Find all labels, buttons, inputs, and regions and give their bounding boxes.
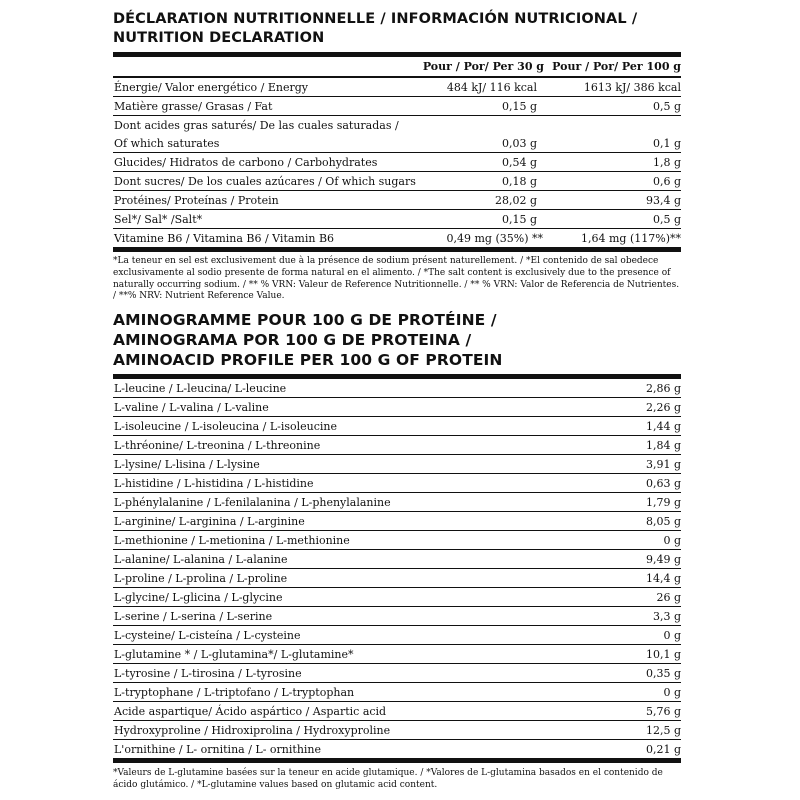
table-row	[113, 97, 681, 116]
row-value-100g	[549, 116, 681, 135]
column-header-per-100g: Pour / Por/ Per 100 g	[549, 57, 681, 77]
table-row	[113, 379, 681, 398]
table-row	[113, 436, 681, 455]
amino-value: 2,86 g	[583, 379, 681, 398]
amino-label: L-thréonine/ L-treonina / L-threonine	[113, 436, 583, 455]
nutrition-label	[113, 10, 681, 792]
row-value-30g: 0,18 g	[413, 172, 549, 191]
amino-table	[113, 379, 681, 763]
amino-value: 0 g	[583, 531, 681, 550]
amino-value: 14,4 g	[583, 569, 681, 588]
row-label: Dont sucres/ De los cuales azúcares / Of which sugars	[113, 172, 413, 191]
amino-value: 10,1 g	[583, 645, 681, 664]
amino-value: 0 g	[583, 683, 681, 702]
amino-value: 8,05 g	[583, 512, 681, 531]
amino-value: 0,21 g	[583, 740, 681, 761]
row-label: Matière grasse/ Grasas / Fat	[113, 97, 413, 116]
column-header-per-30g: Pour / Por/ Per 30 g	[413, 57, 549, 77]
table-row	[113, 191, 681, 210]
row-label: Sel*/ Sal* /Salt*	[113, 210, 413, 229]
amino-label: L-alanine/ L-alanina / L-alanine	[113, 550, 583, 569]
amino-label: L-leucine / L-leucina/ L-leucine	[113, 379, 583, 398]
table-row	[113, 210, 681, 229]
amino-label: L-proline / L-prolina / L-proline	[113, 569, 583, 588]
row-value-30g: 0,15 g	[413, 210, 549, 229]
table-header	[113, 57, 681, 77]
amino-label: L-isoleucine / L-isoleucina / L-isoleucine	[113, 417, 583, 436]
row-label: Protéines/ Proteínas / Protein	[113, 191, 413, 210]
amino-label: L-tyrosine / L-tirosina / L-tyrosine	[113, 664, 583, 683]
row-value-30g: 0,15 g	[413, 97, 549, 116]
table-row	[113, 116, 681, 135]
nutrition-title: DÉCLARATION NUTRITIONNELLE / INFORMACIÓN NUTRICIONAL / NUTRITION DECLARATION	[113, 11, 638, 46]
row-label: Of which saturates	[113, 134, 413, 153]
amino-value: 9,49 g	[583, 550, 681, 569]
amino-value: 26 g	[583, 588, 681, 607]
amino-title: AMINOGRAMME POUR 100 G DE PROTÉINE / AMINOGRAMA POR 100 G DE PROTEINA / AMINOACID PROFILE PER 100 G OF PROTEIN	[113, 311, 503, 370]
row-value-100g: 1,64 mg (117%)**	[549, 229, 681, 250]
table-row	[113, 626, 681, 645]
table-row	[113, 77, 681, 97]
row-value-100g: 0,6 g	[549, 172, 681, 191]
table-row	[113, 229, 681, 250]
amino-value: 3,91 g	[583, 455, 681, 474]
table-row	[113, 550, 681, 569]
amino-value: 3,3 g	[583, 607, 681, 626]
table-row	[113, 683, 681, 702]
table-row	[113, 721, 681, 740]
amino-value: 0,35 g	[583, 664, 681, 683]
table-row	[113, 607, 681, 626]
row-value-100g: 0,5 g	[549, 97, 681, 116]
amino-label: L-phénylalanine / L-fenilalanina / L-phenylalanine	[113, 493, 583, 512]
amino-value: 1,79 g	[583, 493, 681, 512]
row-value-100g: 93,4 g	[549, 191, 681, 210]
row-value-30g: 484 kJ/ 116 kcal	[413, 77, 549, 97]
amino-value: 1,84 g	[583, 436, 681, 455]
table-row	[113, 569, 681, 588]
table-row	[113, 172, 681, 191]
table-row	[113, 645, 681, 664]
amino-label: L-histidine / L-histidina / L-histidine	[113, 474, 583, 493]
row-label: Vitamine B6 / Vitamina B6 / Vitamin B6	[113, 229, 413, 250]
table-row	[113, 493, 681, 512]
amino-value: 2,26 g	[583, 398, 681, 417]
table-row	[113, 588, 681, 607]
row-value-100g: 0,1 g	[549, 134, 681, 153]
glutamine-footnote: *Valeurs de L-glutamine basées sur la teneur en acide glutamique. / *Valores de L-glutamina basados en el contenido de ácido glutámico. / *L-glutamine values based on glutamic acid content.	[113, 768, 663, 790]
amino-label: L-glycine/ L-glicina / L-glycine	[113, 588, 583, 607]
row-value-30g: 28,02 g	[413, 191, 549, 210]
salt-footnote: *La teneur en sel est exclusivement due à la présence de sodium présent naturellement. / *El contenido de sal obedece exclusivamente al sodio presente de forma natural en el alimento. / *The salt content is exclusively due to the presence of naturally occurring sodium. / ** % VRN: Valeur de Reference Nutritionnelle. / ** % VRN: Valor de Referencia de Nutrientes. / **% NRV: Nutrient Reference Value.	[113, 256, 680, 302]
amino-value: 5,76 g	[583, 702, 681, 721]
amino-label: L-arginine/ L-arginina / L-arginine	[113, 512, 583, 531]
table-row	[113, 664, 681, 683]
amino-label: L'ornithine / L- ornitina / L- ornithine	[113, 740, 583, 761]
amino-label: L-glutamine * / L-glutamina*/ L-glutamine*	[113, 645, 583, 664]
row-label: Énergie/ Valor energético / Energy	[113, 77, 413, 97]
table-row	[113, 474, 681, 493]
table-row	[113, 134, 681, 153]
amino-label: L-serine / L-serina / L-serine	[113, 607, 583, 626]
row-label: Glucides/ Hidratos de carbono / Carbohydrates	[113, 153, 413, 172]
table-row	[113, 398, 681, 417]
amino-value: 1,44 g	[583, 417, 681, 436]
row-value-30g	[413, 116, 549, 135]
amino-value: 0,63 g	[583, 474, 681, 493]
row-value-100g: 1613 kJ/ 386 kcal	[549, 77, 681, 97]
amino-label: Acide aspartique/ Ácido aspártico / Aspartic acid	[113, 702, 583, 721]
amino-label: L-lysine/ L-lisina / L-lysine	[113, 455, 583, 474]
table-row	[113, 417, 681, 436]
table-row	[113, 455, 681, 474]
amino-label: L-valine / L-valina / L-valine	[113, 398, 583, 417]
nutrition-table	[113, 57, 681, 252]
table-row	[113, 531, 681, 550]
amino-label: L-tryptophane / L-triptofano / L-tryptophan	[113, 683, 583, 702]
row-label: Dont acides gras saturés/ De las cuales saturadas /	[114, 118, 399, 132]
amino-label: Hydroxyproline / Hidroxiprolina / Hydroxyproline	[113, 721, 583, 740]
row-value-100g: 1,8 g	[549, 153, 681, 172]
amino-value: 12,5 g	[583, 721, 681, 740]
row-value-30g: 0,54 g	[413, 153, 549, 172]
row-value-30g: 0,49 mg (35%) **	[413, 229, 549, 250]
table-row	[113, 512, 681, 531]
table-row	[113, 153, 681, 172]
amino-value: 0 g	[583, 626, 681, 645]
amino-label: L-cysteine/ L-cisteína / L-cysteine	[113, 626, 583, 645]
amino-label: L-methionine / L-metionina / L-methionine	[113, 531, 583, 550]
table-row	[113, 702, 681, 721]
table-row	[113, 740, 681, 761]
row-value-30g: 0,03 g	[413, 134, 549, 153]
row-value-100g: 0,5 g	[549, 210, 681, 229]
